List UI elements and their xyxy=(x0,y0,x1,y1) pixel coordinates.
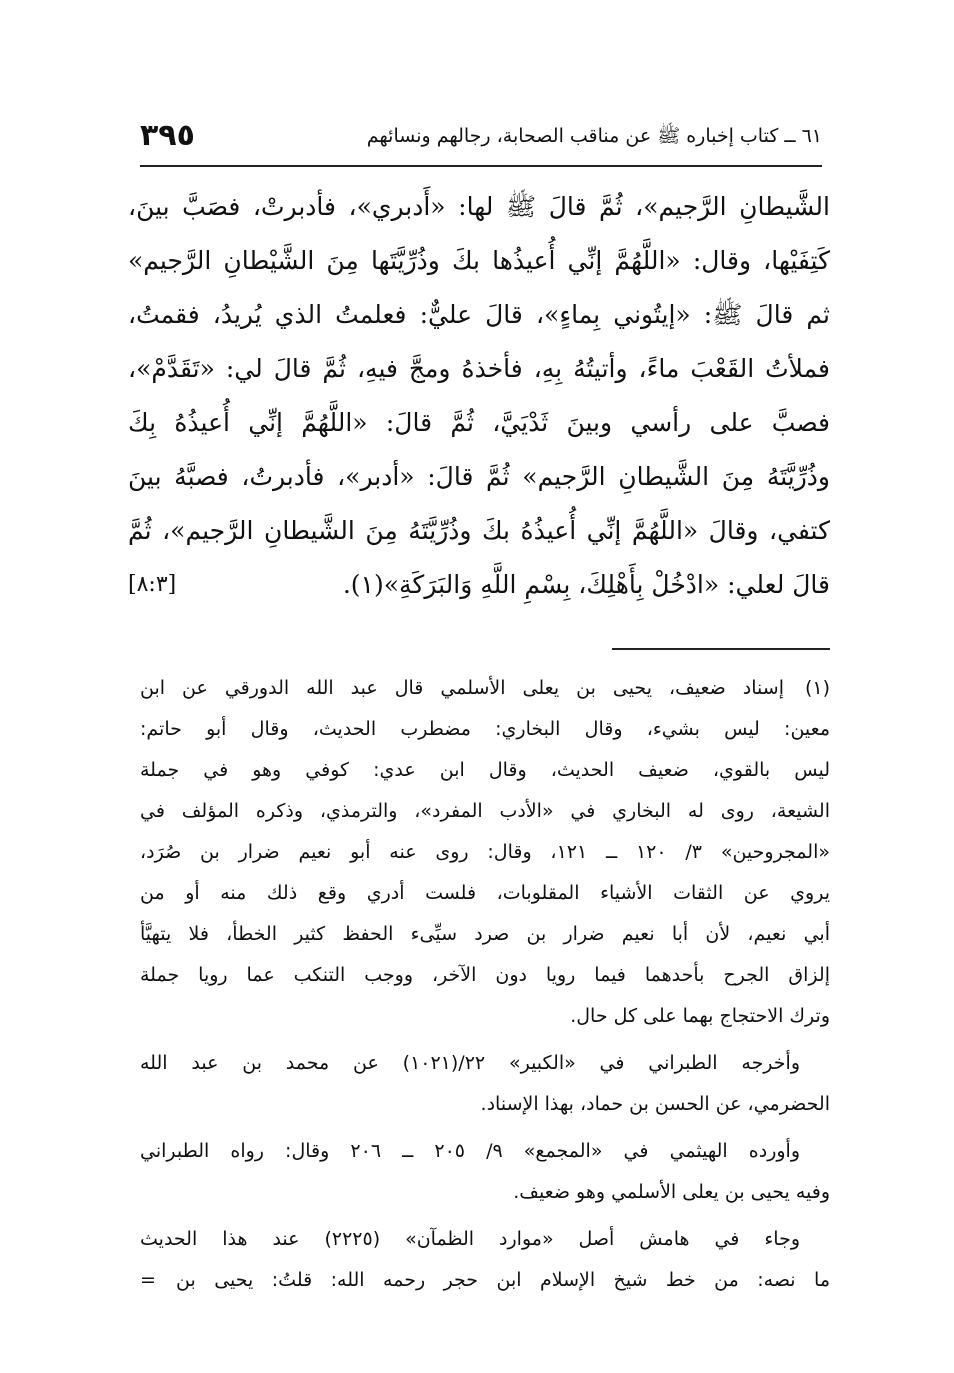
page-number: ٣٩٥ xyxy=(140,118,195,153)
footnote-divider xyxy=(612,648,830,650)
hadith-reference: [٨:٣] xyxy=(128,572,177,597)
main-text-line: كَتِفَيْها، وقال: «اللَّهُمَّ إنِّي أُعيذُها بكَ وذُرِّيَّتَها مِنَ الشَّيْطانِ الرَّجيم» xyxy=(128,246,830,275)
footnote-line xyxy=(140,1260,830,1301)
footnote-line: وجاء في هامش أصل «موارد الظمآن» (٢٢٢٥) عند هذا الحديث xyxy=(140,1228,800,1250)
footnote-line: وترك الاحتجاج بهما على كل حال. xyxy=(570,1005,830,1027)
main-text-line: قالَ لعلي: «ادْخُلْ بِأَهْلِكَ، بِسْمِ اللَّهِ وَالبَرَكَةِ»(١). xyxy=(342,570,830,599)
footnote-line: أبي نعيم، لأن أبا نعيم ضرار بن صرد سيِّىء الحفظ كثير الخطأ، فلا يتهيَّأ xyxy=(140,923,830,945)
footnote-text: ما نصه: من خط شيخ الإسلام ابن حجر رحمه الله: قلتُ: يحيى بن xyxy=(176,1269,830,1291)
main-text-line: فصبَّ على رأسي وبينَ ثَدْيَيَّ، ثُمَّ قالَ: «اللَّهُمَّ إنِّي أُعيذُهُ بِكَ xyxy=(128,408,830,437)
footnote-line: «المجروحين» ٣/ ١٢٠ ــ ١٢١، وقال: روى عنه أبو نعيم ضرار بن صُرَد، xyxy=(140,841,830,863)
footnote-line xyxy=(140,668,830,709)
footnote-line: وأورده الهيثمي في «المجمع» ٩/ ٢٠٥ ــ ٢٠٦ وقال: رواه الطبراني xyxy=(140,1140,800,1162)
main-text-block xyxy=(128,180,830,612)
footnote-line: الشيعة، روى له البخاري في «الأدب المفرد»، والترمذي، وذكره المؤلف في xyxy=(140,800,830,822)
footnote-line: الحضرمي، عن الحسن بن حماد، بهذا الإسناد. xyxy=(480,1093,830,1115)
footnote-text: إسناد ضعيف، يحيى بن يعلى الأسلمي قال عبد الله الدورقي عن ابن xyxy=(140,677,784,699)
continuation-mark: = xyxy=(140,1269,156,1291)
footnote-number: (١) xyxy=(804,677,830,699)
main-text-line: فملأتُ القَعْبَ ماءً، وأتيتُهُ بِهِ، فأخذهُ ومجَّ فيهِ، ثُمَّ قالَ لي: «تَقَدَّمْ»، xyxy=(128,354,830,383)
footnote-line: إلزاق الجرح بأحدهما فيما رويا دون الآخر، ووجب التنكب عما رويا جملة xyxy=(140,964,830,986)
footnotes-block xyxy=(140,668,830,1301)
running-header xyxy=(140,118,822,168)
main-text-line: كتفي، وقالَ «اللَّهُمَّ إنِّي أُعيذُهُ بكَ وذُرِّيَّتَهُ مِنَ الشَّيطانِ الرَّجيم»، ثُمَّ xyxy=(128,516,830,545)
main-text-line: وذُرِّيَّتَهُ مِنَ الشَّيطانِ الرَّجيم» ثُمَّ قالَ: «أدبر»، فأدبرتُ، فصبَّهُ بينَ xyxy=(128,462,830,491)
footnote-line: معين: ليس بشيء، وقال البخاري: مضطرب الحديث، وقال أبو حاتم: xyxy=(140,718,830,740)
header-divider xyxy=(140,165,822,167)
footnote-line: ليس بالقوي، ضعيف الحديث، وقال ابن عدي: كوفي وهو في جملة xyxy=(140,759,830,781)
footnote-line: وفيه يحيى بن يعلى الأسلمي وهو ضعيف. xyxy=(513,1181,830,1203)
main-text-last-line xyxy=(128,558,830,612)
footnote-line: يروي عن الثقات الأشياء المقلوبات، فلست أدري وقع ذلك منه أو من xyxy=(140,882,830,904)
main-text-line: ثم قالَ ﷺ: «إيتُوني بِماءٍ»، قالَ عليٌّ: فعلمتُ الذي يُريدُ، فقمتُ، xyxy=(128,300,830,329)
main-text-line: الشَّيطانِ الرَّجيم»، ثُمَّ قالَ ﷺ لها: «أَدبري»، فأدبرتْ، فصَبَّ بينَ، xyxy=(128,192,830,221)
chapter-title: ٦١ ــ كتاب إخباره ﷺ عن مناقب الصحابة، رجالهم ونسائهم xyxy=(366,125,822,147)
footnote-line: وأخرجه الطبراني في «الكبير» ٢٢/(١٠٢١) عن محمد بن عبد الله xyxy=(140,1052,800,1074)
